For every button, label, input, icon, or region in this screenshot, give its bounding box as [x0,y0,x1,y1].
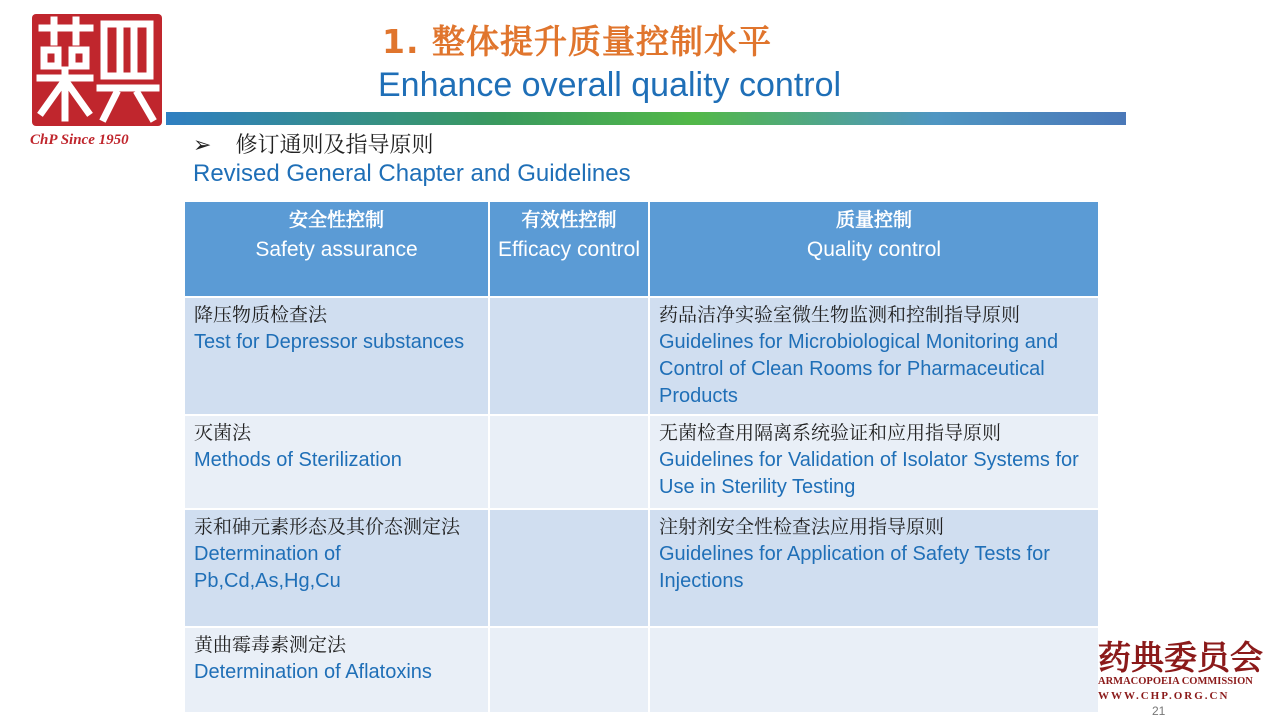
table-cell-safety: 汞和砷元素形态及其价态测定法 Determination of Pb,Cd,As,Hg,Cu [184,509,489,627]
table-cell-efficacy [489,297,649,415]
page-title-cn: 1. 整体提升质量控制水平 [382,22,772,61]
section-heading-cn [193,128,433,159]
section-title-en: Revised General Chapter and Guidelines [193,160,631,187]
table-row [184,297,1099,415]
table-cell-efficacy [489,415,649,509]
section-title-cn: 修订通则及指导原则 [235,133,434,158]
header-quality: 质量控制 Quality control [649,201,1099,297]
logo-caption: ChP Since 1950 [30,132,129,148]
commission-url: WWW.CHP.ORG.CN [1098,690,1230,702]
table-cell-safety: 降压物质检查法 Test for Depressor substances [184,297,489,415]
table-row [184,415,1099,509]
table-cell-quality: 注射剂安全性检查法应用指导原则 Guidelines for Application of Safety Tests for Injections [649,509,1099,627]
chp-seal-logo [32,14,162,126]
table-row [184,627,1099,713]
table-cell-safety: 灭菌法 Methods of Sterilization [184,415,489,509]
table-header-row [184,201,1099,297]
page-number: 21 [1152,704,1166,718]
seal-logo-icon [32,14,162,126]
guidelines-table [183,200,1100,714]
page-title-en: Enhance overall quality control [378,66,842,104]
table-cell-safety: 黄曲霉毒素测定法 Determination of Aflatoxins [184,627,489,713]
header-safety: 安全性控制 Safety assurance [184,201,489,297]
table-cell-quality: 药品洁净实验室微生物监测和控制指导原则 Guidelines for Microbiological Monitoring and Control of Clean Rooms for Pharmaceutical Products [649,297,1099,415]
header-efficacy: 有效性控制 Efficacy control [489,201,649,297]
commission-logo-cn: 药典委员会 [1098,638,1263,677]
table-cell-quality [649,627,1099,713]
table-cell-quality: 无菌检查用隔离系统验证和应用指导原则 Guidelines for Validation of Isolator Systems for Use in Sterility Testing [649,415,1099,509]
table-row [184,509,1099,627]
commission-logo-en: ARMACOPOEIA COMMISSION [1098,676,1253,687]
bullet-arrow-icon: ➢ [193,133,212,158]
table-cell-efficacy [489,627,649,713]
gradient-divider [166,112,1126,125]
table-cell-efficacy [489,509,649,627]
